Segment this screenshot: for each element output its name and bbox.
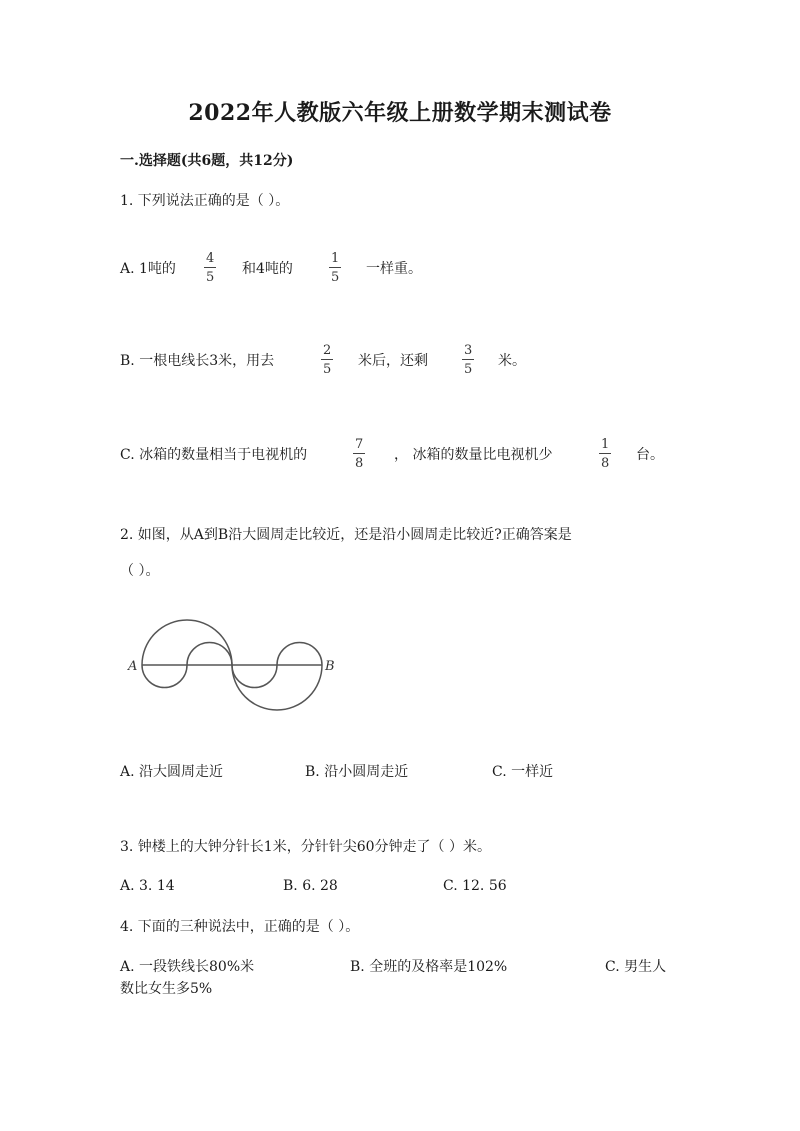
point-a-label: A <box>128 659 138 674</box>
fraction-numerator: 1 <box>601 437 610 452</box>
option-text: A. 1吨的 <box>120 261 176 277</box>
option-text: 一样重。 <box>366 261 422 277</box>
q4-option-c-continued: 数比女生多5% <box>120 981 213 997</box>
option-text: 米。 <box>498 353 526 369</box>
page-title: 2022年人教版六年级上册数学期末测试卷 <box>188 100 612 126</box>
q3-option-c: C. 12. 56 <box>443 878 507 894</box>
small-semicircle-2 <box>187 643 232 666</box>
fraction-numerator: 7 <box>355 437 364 452</box>
fraction <box>329 252 341 284</box>
q2-stem-continued: （ ）。 <box>120 563 160 579</box>
q4-stem: 4. 下面的三种说法中，正确的是（ ）。 <box>120 919 360 935</box>
fraction-denominator: 5 <box>331 270 340 285</box>
q4-option-b: B. 全班的及格率是102% <box>350 959 508 975</box>
small-semicircle-3 <box>232 665 277 688</box>
large-semicircle-upper <box>142 620 232 665</box>
fraction-numerator: 4 <box>206 251 215 266</box>
option-text: 台。 <box>636 447 664 463</box>
q3-stem: 3. 钟楼上的大钟分针长1米，分针针尖60分钟走了（ ）米。 <box>120 839 491 855</box>
point-b-label: B <box>325 659 335 674</box>
q2-stem: 2. 如图，从A到B沿大圆周走比较近，还是沿小圆周走比较近?正确答案是 <box>120 527 572 543</box>
option-text: B. 一根电线长3米，用去 <box>120 353 275 369</box>
small-semicircle-4 <box>277 643 322 666</box>
option-text: 米后，还剩 <box>358 353 428 369</box>
section-heading: 一.选择题(共6题，共12分) <box>120 153 294 169</box>
fraction-numerator: 3 <box>464 343 473 358</box>
fraction-numerator: 1 <box>331 251 340 266</box>
q3-option-b: B. 6. 28 <box>283 878 338 894</box>
option-text: 和4吨的 <box>242 261 293 277</box>
q2-option-b: B. 沿小圆周走近 <box>305 764 409 780</box>
fraction-denominator: 5 <box>323 362 332 377</box>
q2-option-a: A. 沿大圆周走近 <box>120 764 224 780</box>
q4-option-a: A. 一段铁线长80%米 <box>120 959 255 975</box>
fraction-denominator: 5 <box>464 362 473 377</box>
q1-stem: 1. 下列说法正确的是（ ）。 <box>120 193 290 209</box>
small-semicircle-1 <box>142 665 187 688</box>
fraction-denominator: 8 <box>601 456 610 471</box>
option-text: ， 冰箱的数量比电视机少 <box>394 447 553 463</box>
fraction-denominator: 5 <box>206 270 215 285</box>
fraction <box>204 252 216 284</box>
option-text: C. 冰箱的数量相当于电视机的 <box>120 447 308 463</box>
q4-option-c: C. 男生人 <box>605 959 667 975</box>
fraction <box>462 344 474 376</box>
fraction <box>321 344 333 376</box>
large-semicircle-lower <box>232 665 322 710</box>
fraction <box>353 438 365 470</box>
fraction <box>599 438 611 470</box>
fraction-numerator: 2 <box>323 343 332 358</box>
q2-option-c: C. 一样近 <box>492 764 554 780</box>
fraction-denominator: 8 <box>355 456 364 471</box>
circle-path-figure <box>120 610 350 720</box>
q3-option-a: A. 3. 14 <box>120 878 175 894</box>
